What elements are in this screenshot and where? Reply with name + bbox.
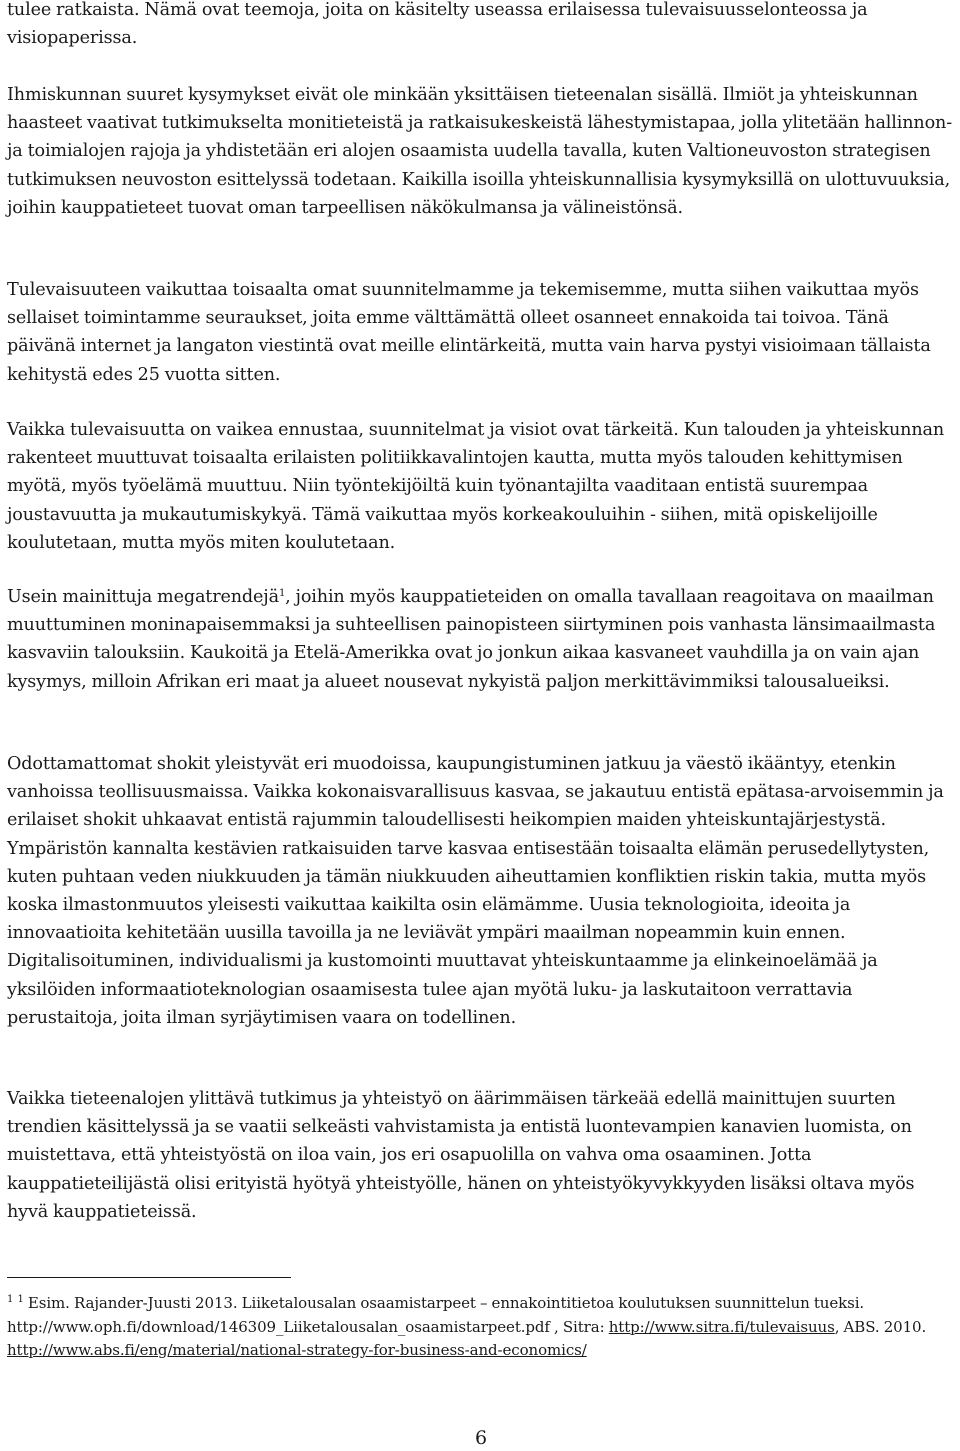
footnote-reference[interactable]: 1 [278,588,286,599]
footnote-text: Esim. Rajander-Juusti 2013. Liiketalousalan osaamistarpeet – ennakointitietoa koulutuksen suunnittelun tueksi. http://www.oph.fi/download/146309_Liiketalousalan_osaamistarpeet.pdf , Sitra: [7,1294,865,1336]
footnote-link-sitra[interactable]: http://www.sitra.fi/tulevaisuus [608,1317,835,1336]
footnote [7,1292,955,1363]
paragraph-text: Usein mainittuja megatrendejä [7,587,279,607]
footnote-marker: 1 [17,1294,24,1305]
footnote-text: , ABS. 2010. [834,1317,927,1336]
paragraph-text: , joihin myös kauppatieteiden on omalla tavallaan reagoitava on maailman muuttuminen moninapaisemmaksi ja suhteellisen painopisteen siirtyminen pois vanhasta länsimaailmasta kasvaviin talouksiin. Kaukoitä ja Etelä-Amerikka ovat jo jonkun aikaa kasvaneet vauhdilla ja on vain ajan kysymys, milloin Afrikan eri maat ja alueet nousevat nykyistä paljon merkittävimmiksi talousalueiksi. [7,587,936,692]
paragraph: Vaikka tulevaisuutta on vaikea ennustaa, suunnitelmat ja visiot ovat tärkeitä. Kun talouden ja yhteiskunnan rakenteet muuttuvat toisaalta erilaisten politiikkavalintojen kautta, mutta myös talouden kehittymisen myötä, myös työelämä muuttuu. Niin työntekijöiltä kuin työnantajilta vaaditaan entistä suurempaa joustavuutta ja mukautumiskykyä. Tämä vaikuttaa myös korkeakouluihin - siihen, mitä opiskelijoille koulutetaan, mutta myös miten koulutetaan. [7,420,945,553]
page-number: 6 [474,1427,488,1449]
paragraph: Vaikka tieteenalojen ylittävä tutkimus ja yhteistyö on äärimmäisen tärkeää edellä mainittujen suurten trendien käsittelyssä ja se vaatii selkeästi vahvistamista ja entistä luontevampien kanavien luomista, on muistettava, että yhteistyöstä on iloa vain, jos eri osapuolilla on vahva oma osaaminen. Jotta kauppatieteilijästä olisi erityistä hyötyä yhteistyölle, hänen on yhteistyökyvykkyyden lisäksi oltava myös hyvä kauppatieteissä. [7,1089,915,1222]
paragraph: Tulevaisuuteen vaikuttaa toisaalta omat suunnitelmamme ja tekemisemme, mutta siihen vaikuttaa myös sellaiset toimintamme seuraukset, joita emme välttämättä olleet osanneet ennakoida tai toivoa. Tänä päivänä internet ja langaton viestintä ovat meille elintärkeitä, mutta vain harva pystyi visioimaan tällaista kehitystä edes 25 vuotta sitten. [7,280,931,385]
footnote-link-abs[interactable]: http://www.abs.fi/eng/material/national-strategy-for-business-and-economics/ [7,1341,587,1359]
footnote-divider [7,1277,291,1278]
paragraph-with-footnote-ref [7,583,955,696]
paragraph: Ihmiskunnan suuret kysymykset eivät ole minkään yksittäisen tieteenalan sisällä. Ilmiöt ja yhteiskunnan haasteet vaativat tutkimukselta monitieteistä ja ratkaisukeskeistä lähestymistapaa, jolla ylitetään hallinnon- ja toimialojen rajoja ja yhdistetään eri alojen osaamista uudella tavalla, kuten Valtioneuvoston strategisen tutkimuksen neuvoston esittelyssä todetaan. Kaikilla isoilla yhteiskunnallisia kysymyksillä on ulottuvuuksia, joihin kauppatieteet tuovat oman tarpeellisen näkökulmansa ja välineistönsä. [7,85,952,218]
paragraph: Odottamattomat shokit yleistyvät eri muodoissa, kaupungistuminen jatkuu ja väestö ikääntyy, etenkin vanhoissa teollisuusmaissa. Vaikka kokonaisvarallisuus kasvaa, se jakautuu entistä epätasa-arvoisemmin ja erilaiset shokit uhkaavat entistä rajummin taloudellisesti heikompien maiden yhteiskuntajärjestystä. Ympäristön kannalta kestävien ratkaisuiden tarve kasvaa entisestään toisaalta elämän perusedellytysten, kuten puhtaan veden niukkuuden ja tämän niukkuuden aiheuttamien konfliktien riskin takia, mutta myös koska ilmastonmuutos yleisesti vaikuttaa kaikilta osin elämämme. Uusia teknologioita, ideoita ja innovaatioita kehitetään uusilla tavoilla ja ne leviävät ympäri maailman nopeammin kuin ennen. Digitalisoituminen, individualismi ja kustomointi muuttavat yhteiskuntaamme ja elinkeinoelämää ja yksilöiden informaatioteknologian osaamisesta tulee ajan myötä luku- ja laskutaitoon verrattavia perustaitoja, joita ilman syrjäytimisen vaara on todellinen. [7,754,944,1028]
document-page [7,0,955,1451]
footnote-marker: 1 [7,1294,14,1305]
paragraph: tulee ratkaista. Nämä ovat teemoja, joita on käsitelty useassa erilaisessa tulevaisuusselonteossa ja visiopaperissa. [7,0,868,49]
